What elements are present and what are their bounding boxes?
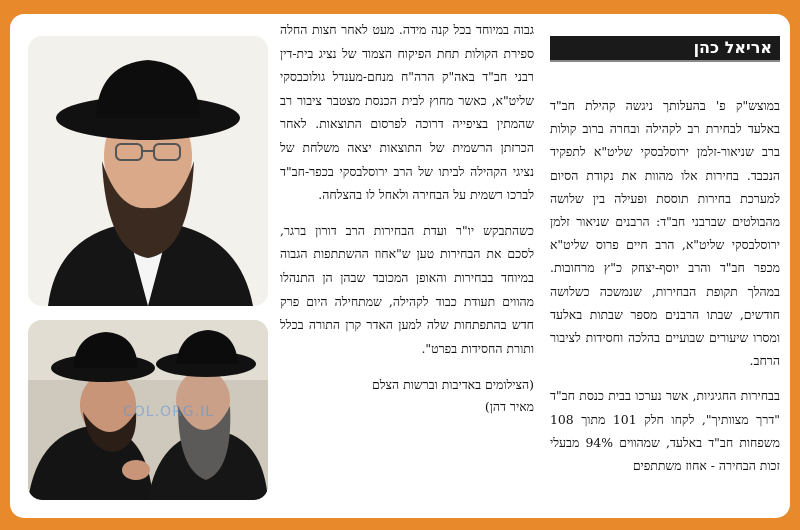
article-paragraph: בבחירות החגיגיות, אשר נערכו בבית כנסת חב"ד "דרך מצוותיך", לקחו חלק 101 מתוך 108 משפחות חב"ד באלעד, שמהווים 94% מבעלי זכות הבחירה - אחוז משתתפים bbox=[550, 388, 780, 474]
article-paragraph: כשהתבקש יו"ר ועדת הבחירות הרב דורון ברגר, לסכם את הבחירות טען ש"אחוז ההשתתפות הגבוה במיוחד בבחירות והאופן המכובד שבהן הן התנהלו מהווים תעודת כבוד לקהילה, שמתחילה היום פרק חדש בהתפתחות שלה למען האדר קרן התורה בכלל ותורת החסידות בפרט". bbox=[280, 222, 534, 356]
watermark-text: COL.ORG.IL bbox=[123, 404, 215, 420]
photo-credit bbox=[280, 374, 534, 418]
article-paragraph: גבוה במיוחד בכל קנה מידה. מעט לאחר חצות החלה ספירת הקולות תחת הפיקוח הצמוד של נציג בית-דין רבני חב"ד באה"ק הרה"ח מנחם-מענדל גולוכבסקי שליט"א, כאשר מחוץ לבית הכנסת מצטבר ציבור רב שהמתין בציפייה דרוכה לפרסום התוצאות. לאחר הכרזתן הרשמית של התוצאות יצאה משלחת של נציגי הקהילה לביתו של הרב ירוסלבסקי בכפר-חב"ד לברכו רשמית על הבחירה ולאחל לו בהצלחה. bbox=[280, 22, 534, 203]
portrait-illustration bbox=[28, 36, 268, 306]
article-column-right bbox=[550, 36, 780, 506]
photo-credit-line: (הצילומים באדיבות וברשות הצלם bbox=[372, 377, 534, 393]
rabbi-portrait-photo bbox=[28, 36, 268, 306]
photo-credit-line: מאיר דהן) bbox=[484, 399, 534, 415]
embrace-photo bbox=[28, 320, 268, 500]
article-page bbox=[10, 14, 790, 518]
article-column-middle bbox=[280, 18, 534, 508]
article-paragraph: במוצש"ק פ' בהעלותך ניגשה קהילת חב"ד באלעד לבחירת רב לקהילה ובחרה ברוב קולות ברב שניאור-זלמן ירוסלבסקי שליט"א לתפקיד הנכבד. בחירות אלו מהוות את נקודת הסיום למערכת בחירות תוססת ופעילה בין שלושה מהבולטים שברבני חב"ד: הרבנים שניאור זלמן ירוסלבסקי שליט"א, הרב חיים פרוס שליט"א מכפר חב"ד והרב יוסף-יצחק כ"ץ מרחובות. במהלך תקופת הבחירות, שנמשכה כשלושה חודשים, שבתו הרבנים מספר שבתות באלעד ומסרו שיעורים שבועיים בהלכה וחסידות לציבור הרחב. bbox=[550, 98, 780, 369]
author-byline: אריאל כהן bbox=[550, 36, 780, 62]
top-frame-strip bbox=[0, 0, 800, 14]
